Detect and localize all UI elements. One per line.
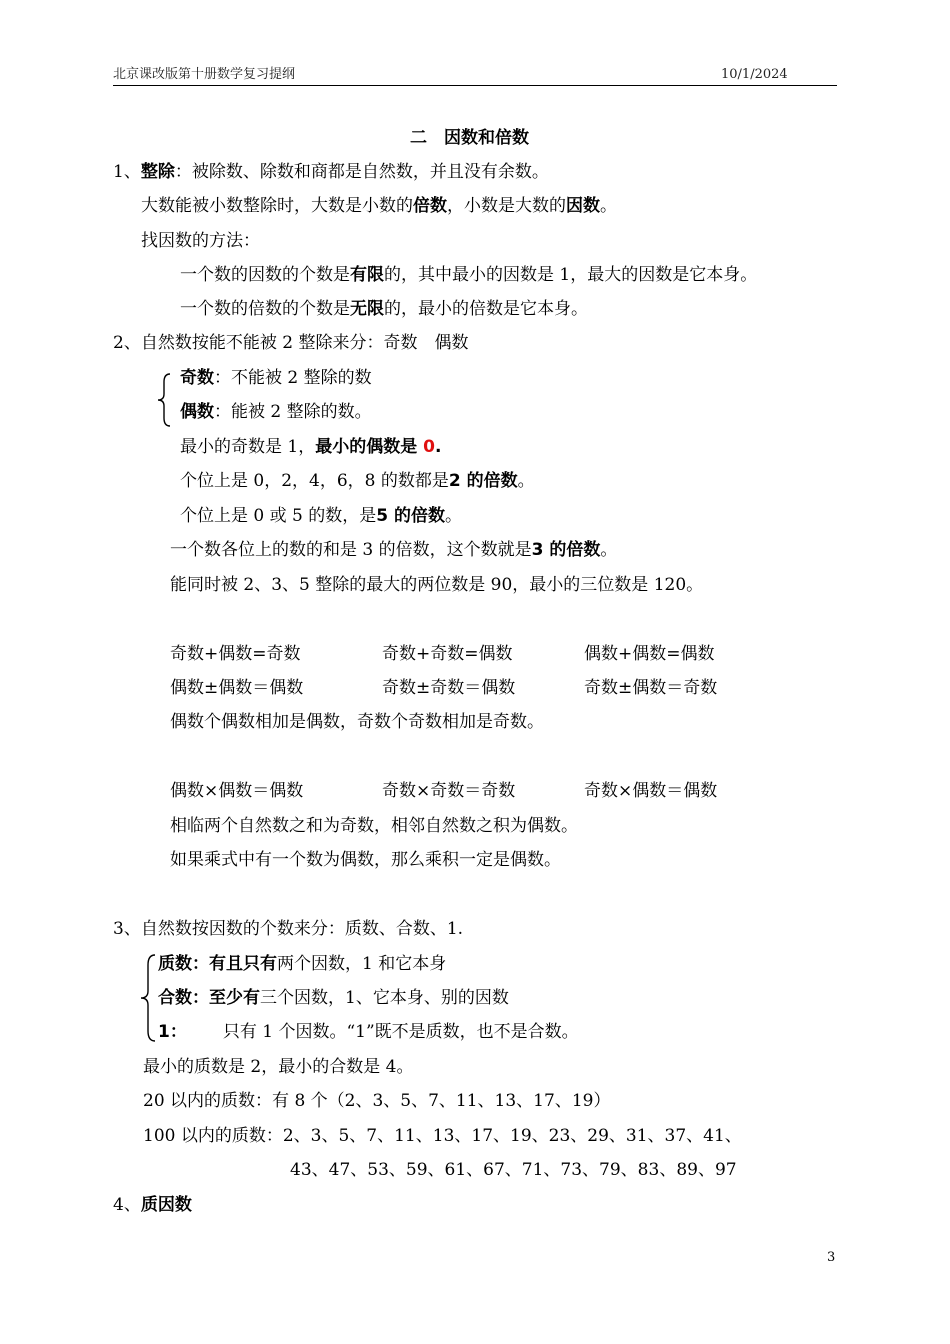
- s1-term: 整除: [140, 162, 175, 182]
- s1-method: 找因数的方法：: [141, 231, 260, 251]
- s2-even-line: [180, 401, 372, 423]
- s2-rule-3-text: 一个数各位上的数的和是 3 的倍数，这个数就是: [170, 540, 532, 560]
- s2-rule-5-text: 个位上是 0 或 5 的数，是: [180, 506, 377, 526]
- s2-even-def: ：能被 2 整除的数。: [214, 402, 372, 422]
- header-rule: [113, 85, 837, 86]
- s2-rule-2-end: 。: [517, 471, 535, 491]
- s2-brace: [156, 372, 176, 428]
- s3-composite-keyword: 至少有: [209, 988, 260, 1008]
- s3-prime-colon: ：: [192, 954, 209, 974]
- s1-l2-bold-multiple: 倍数: [413, 196, 447, 216]
- s1-l5-bold: 无限: [350, 299, 384, 319]
- sub-rule-2: 奇数±奇数＝偶数: [382, 678, 516, 698]
- s2-rule-5: [180, 505, 462, 527]
- s1-l5-text: 一个数的倍数的个数是: [180, 299, 350, 319]
- s2-rule-3: [170, 539, 617, 561]
- header-date: 10/1/2024: [721, 67, 788, 82]
- s2-min-line: [180, 436, 441, 458]
- s3-heading: 3、自然数按因数的个数来分：质数、合数、1.: [113, 919, 464, 939]
- s2-min-dot: .: [435, 437, 442, 457]
- s2-odd-def: ：不能被 2 整除的数: [214, 368, 372, 388]
- s3-composite-colon: ：: [192, 988, 209, 1008]
- s2-rule-3-bold: 3 的倍数: [531, 540, 601, 560]
- header-title: 北京课改版第十册数学复习提纲: [113, 67, 296, 82]
- s4-heading: [113, 1194, 192, 1216]
- s4-title: 质因数: [140, 1195, 192, 1215]
- s3-one-term: 1: [158, 1022, 170, 1042]
- s3-prime-term: 质数: [158, 954, 192, 974]
- mul-rule-2: 奇数×奇数＝奇数: [382, 781, 516, 801]
- s1-definition: 被除数、除数和商都是自然数，并且没有余数。: [191, 162, 549, 182]
- s1-l2-end: 。: [600, 196, 617, 216]
- s3-primes-100-b: 43、47、53、59、61、67、71、73、79、83、89、97: [290, 1160, 737, 1180]
- s2-rule-5-end: 。: [445, 506, 462, 526]
- s1-line-2: [141, 195, 617, 217]
- s1-line-4: [180, 264, 757, 286]
- s2-min-zero: 0: [423, 437, 435, 457]
- s1-l4-text: 一个数的因数的个数是: [180, 265, 350, 285]
- s1-line-1: [113, 161, 549, 183]
- s3-primes-100-a: 100 以内的质数：2、3、5、7、11、13、17、19、23、29、31、37、41、: [143, 1126, 742, 1146]
- s3-prime-keyword: 有且只有: [209, 954, 277, 974]
- s2-min-even: 最小的偶数是: [315, 437, 424, 457]
- s2-even-term: 偶数: [180, 402, 214, 422]
- s2-odd-term: 奇数: [180, 368, 214, 388]
- s3-one-colon: ：: [169, 1022, 187, 1042]
- page-number: 3: [827, 1250, 836, 1265]
- s3-brace: [139, 953, 159, 1043]
- add-rule-3: 偶数+偶数=偶数: [584, 644, 715, 664]
- s3-prime-line: [158, 953, 446, 975]
- s2-lcm-line: 能同时被 2、3、5 整除的最大的两位数是 90，最小的三位数是 120。: [170, 575, 704, 595]
- s1-l2-text-2: ，小数是大数的: [447, 196, 566, 216]
- s3-composite-term: 合数: [158, 988, 192, 1008]
- s1-colon: ：: [174, 162, 192, 182]
- sub-rule-1: 偶数±偶数＝偶数: [170, 678, 304, 698]
- s2-rule-3-end: 。: [600, 540, 618, 560]
- adjacent-rule: 相临两个自然数之和为奇数，相邻自然数之积为偶数。: [170, 816, 578, 836]
- s2-heading: 2、自然数按能不能被 2 整除来分：奇数 偶数: [113, 333, 469, 353]
- s1-l4-text-2: 的，其中最小的因数是 1，最大的因数是它本身。: [384, 265, 758, 285]
- sub-rule-3: 奇数±偶数＝奇数: [584, 678, 718, 698]
- s3-prime-rest: 两个因数，1 和它本身: [277, 954, 447, 974]
- mul-rule-1: 偶数×偶数＝偶数: [170, 781, 304, 801]
- s3-one-line: [158, 1021, 579, 1043]
- s1-l4-bold: 有限: [350, 265, 384, 285]
- s3-composite-line: [158, 987, 509, 1009]
- s2-rule-2-bold: 2 的倍数: [448, 471, 518, 491]
- section-title: 二 因数和倍数: [410, 128, 529, 148]
- s2-rule-2: [180, 470, 535, 492]
- count-rule: 偶数个偶数相加是偶数，奇数个奇数相加是奇数。: [170, 712, 544, 732]
- s3-min-line: 最小的质数是 2，最小的合数是 4。: [143, 1057, 414, 1077]
- add-rule-1: 奇数+偶数=奇数: [170, 644, 301, 664]
- product-rule: 如果乘式中有一个数为偶数，那么乘积一定是偶数。: [170, 850, 561, 870]
- s2-rule-5-bold: 5 的倍数: [376, 506, 445, 526]
- s3-composite-rest: 三个因数，1、它本身、别的因数: [260, 988, 509, 1008]
- mul-rule-3: 奇数×偶数＝偶数: [584, 781, 718, 801]
- s3-one-desc: 只有 1 个因数。“1”既不是质数，也不是合数。: [222, 1022, 579, 1042]
- s1-l2-text: 大数能被小数整除时，大数是小数的: [141, 196, 413, 216]
- s1-line-5: [180, 298, 588, 320]
- s1-l2-bold-factor: 因数: [566, 196, 600, 216]
- s2-rule-2-text: 个位上是 0，2，4，6，8 的数都是: [180, 471, 449, 491]
- s1-number: 1、: [113, 162, 141, 182]
- s4-number: 4、: [113, 1195, 141, 1215]
- s3-primes-20: 20 以内的质数：有 8 个（2、3、5、7、11、13、17、19）: [143, 1091, 611, 1111]
- s2-min-odd: 最小的奇数是 1，: [180, 437, 316, 457]
- add-rule-2: 奇数+奇数=偶数: [382, 644, 513, 664]
- s2-odd-line: [180, 367, 372, 389]
- s1-l5-text-2: 的，最小的倍数是它本身。: [384, 299, 588, 319]
